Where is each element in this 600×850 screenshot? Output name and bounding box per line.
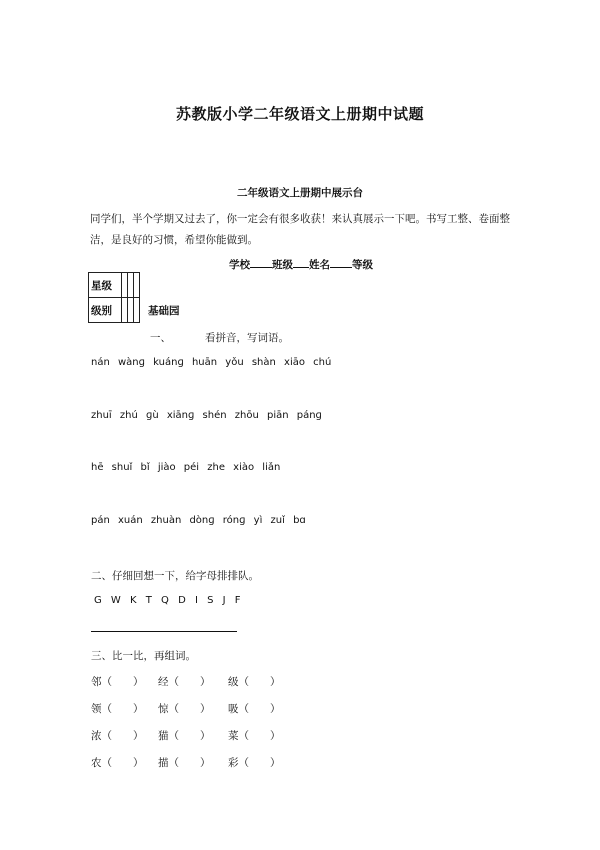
- compare-row: [91, 701, 298, 716]
- question-1-text: 看拼音，写词语。: [205, 332, 289, 344]
- compare-row: [91, 755, 298, 770]
- word-cell[interactable]: 惊（ ）: [158, 703, 211, 715]
- table-row: [89, 273, 140, 298]
- question-1-heading: [150, 330, 289, 345]
- star-level-label: 星级: [89, 273, 122, 298]
- word-cell[interactable]: 猫（ ）: [158, 730, 211, 742]
- word-cell[interactable]: 吸（ ）: [228, 703, 281, 715]
- answer-line[interactable]: [91, 631, 237, 632]
- name-label: 姓名: [309, 259, 330, 271]
- letter-sequence: G W K T Q D I S J F: [94, 595, 241, 606]
- pinyin-row: nán wànɡ kuánɡ huān yǒu shàn xiāo chú: [91, 357, 332, 368]
- word-cell[interactable]: 邻（ ）: [91, 676, 144, 688]
- grade-table: [88, 272, 140, 323]
- grade-cell[interactable]: [134, 298, 140, 323]
- name-blank[interactable]: [330, 259, 352, 268]
- word-cell[interactable]: 描（ ）: [158, 757, 211, 769]
- word-cell[interactable]: 浓（ ）: [91, 730, 144, 742]
- class-label: 班级: [272, 259, 293, 271]
- table-row: [89, 298, 140, 323]
- class-blank[interactable]: [293, 259, 309, 268]
- word-cell[interactable]: 农（ ）: [91, 757, 144, 769]
- grade-label: 等级: [352, 259, 373, 271]
- question-1-number: 一、: [150, 332, 171, 344]
- intro-paragraph: 同学们，半个学期又过去了，你一定会有很多收获！来认真展示一下吧。书写工整、卷面整洁，是良好的习惯，希望你能做到。: [90, 213, 510, 246]
- pinyin-row: hē shuǐ bǐ jiào péi zhe xiào liǎn: [91, 462, 281, 473]
- student-info-line: [229, 257, 373, 272]
- word-cell[interactable]: 领（ ）: [91, 703, 144, 715]
- word-cell[interactable]: 菜（ ）: [228, 730, 281, 742]
- compare-row: [91, 728, 298, 743]
- grade-cell[interactable]: [134, 273, 140, 298]
- question-2-heading: 二、仔细回想一下，给字母排排队。: [91, 570, 259, 582]
- word-cell[interactable]: 彩（ ）: [228, 757, 281, 769]
- word-cell[interactable]: 经（ ）: [158, 676, 211, 688]
- question-3-heading: 三、比一比，再组词。: [91, 650, 196, 662]
- section-name: 基础园: [148, 305, 180, 317]
- page-title: 苏教版小学二年级语文上册期中试题: [175, 105, 424, 123]
- school-label: 学校: [229, 259, 250, 271]
- compare-row: [91, 674, 298, 689]
- school-blank[interactable]: [250, 259, 272, 268]
- pinyin-row: zhuī zhú ɡù xiānɡ shén zhōu piān pánɡ: [91, 410, 322, 421]
- exam-subtitle: 二年级语文上册期中展示台: [237, 187, 363, 199]
- word-cell[interactable]: 级（ ）: [228, 676, 281, 688]
- level-label: 级别: [89, 298, 122, 323]
- pinyin-row: pán xuán zhuàn dònɡ rónɡ yì zuǐ bɑ: [91, 515, 306, 526]
